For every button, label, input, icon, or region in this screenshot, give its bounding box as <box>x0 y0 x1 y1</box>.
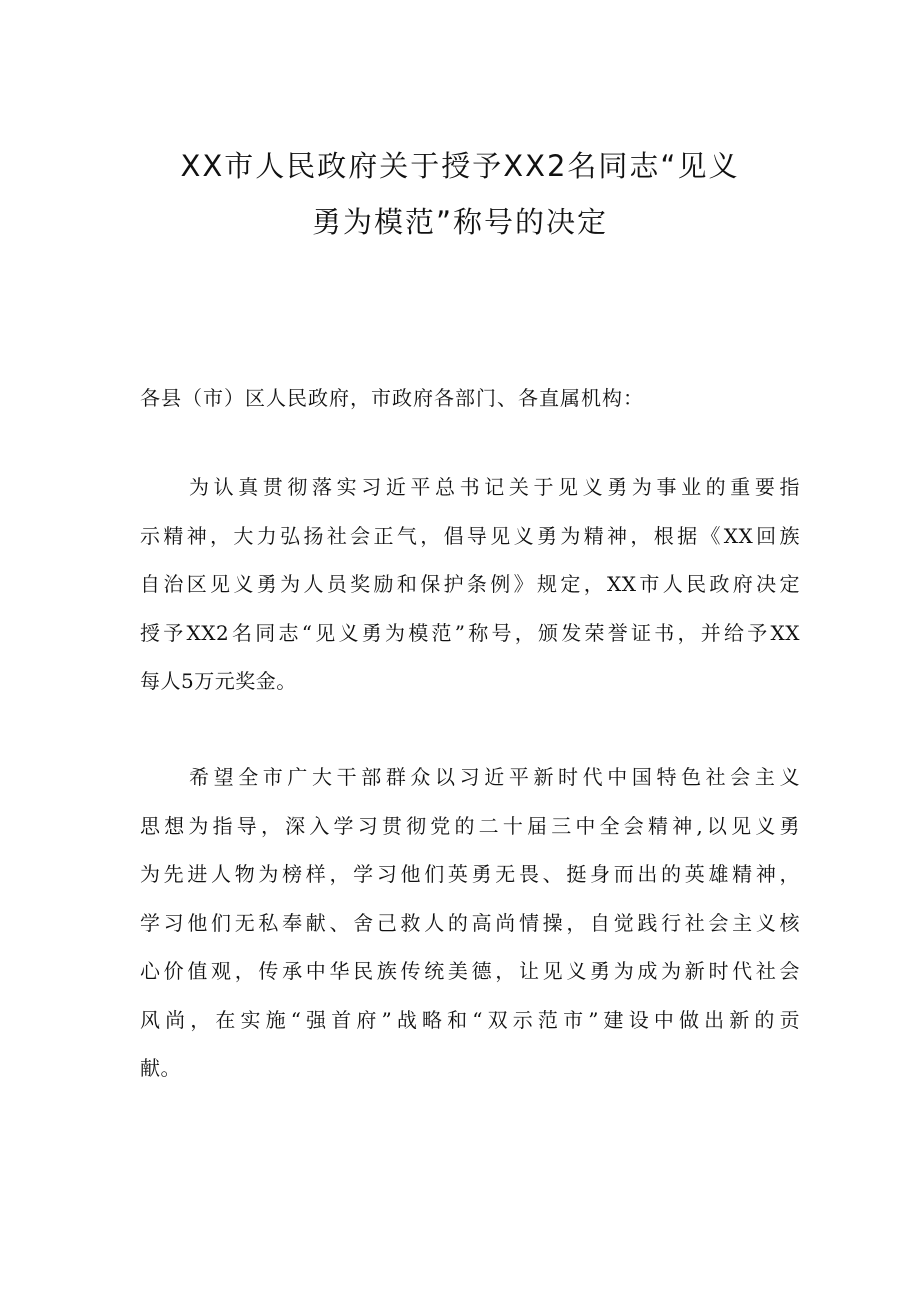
paragraph-line: 为先进人物为榜样，学习他们英勇无畏、挺身而出的英雄精神， <box>140 862 800 886</box>
paragraph-line: 心价值观，传承中华民族传统美德，让见义勇为成为新时代社会 <box>140 959 800 983</box>
salutation: 各县（市）区人民政府，市政府各部门、各直属机构： <box>140 386 644 410</box>
paragraph-line: 每人5万元奖金。 <box>140 669 297 693</box>
paragraph-call-to-action <box>140 753 800 1093</box>
paragraph-line: 授予XX2名同志“见义勇为模范”称号，颁发荣誉证书，并给予XX <box>140 620 800 645</box>
paragraph-line: 风尚，在实施“强首府”战略和“双示范市”建设中做出新的贡 <box>140 1007 800 1032</box>
paragraph-award-decision <box>140 463 800 706</box>
paragraph-line: 思想为指导，深入学习贯彻党的二十届三中全会精神,以见义勇 <box>140 813 800 838</box>
paragraph-line: 献。 <box>140 1056 181 1080</box>
paragraph-line: 为认真贯彻落实习近平总书记关于见义勇为事业的重要指 <box>189 475 800 499</box>
paragraph-line: 示精神，大力弘扬社会正气，倡导见义勇为精神，根据《XX回族 <box>140 523 800 548</box>
paragraph-line: 希望全市广大干部群众以习近平新时代中国特色社会主义 <box>189 765 800 789</box>
title-line-1: XX市人民政府关于授予XX2名同志“见义 <box>180 149 740 183</box>
title-line-2: 勇为模范”称号的决定 <box>311 205 609 239</box>
paragraph-line: 自治区见义勇为人员奖励和保护条例》规定，XX市人民政府决定 <box>140 572 800 596</box>
document-title <box>100 138 820 250</box>
paragraph-line: 学习他们无私奉献、舍己救人的高尚情操，自觉践行社会主义核 <box>140 910 800 935</box>
